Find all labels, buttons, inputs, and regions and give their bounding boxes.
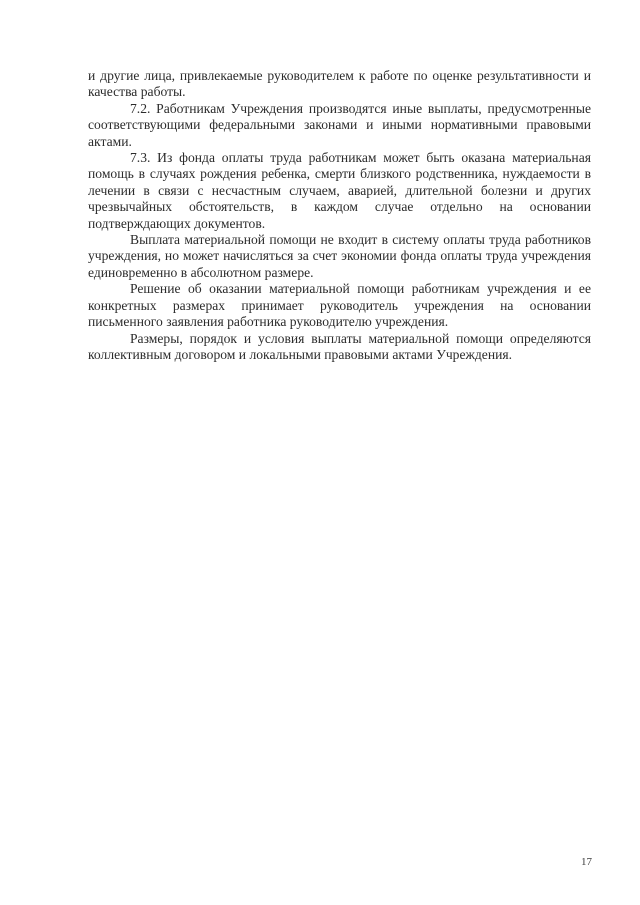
- page-number: 17: [581, 856, 592, 868]
- paragraph-7-3: 7.3. Из фонда оплаты труда работникам может быть оказана материальная помощь в случаях рождения ребенка, смерти близкого родственника, нуждаемости в лечении в связи с несчастным случаем, аварией, длительной болезни и других чрезвычайных обстоятельств, в каждом случае отдельно на основании подтверждающих документов.: [88, 150, 591, 231]
- paragraph-7-2: 7.2. Работникам Учреждения производятся иные выплаты, предусмотренные соответствующими федеральными законами и иными нормативными правовыми актами.: [88, 100, 591, 149]
- paragraph-material-aid-conditions: Размеры, порядок и условия выплаты материальной помощи определяются коллективным договором и локальными правовыми актами Учреждения.: [88, 330, 591, 362]
- paragraph-material-aid-decision: Решение об оказании материальной помощи работникам учреждения и ее конкретных размерах принимает руководитель учреждения на основании письменного заявления работника руководителю учреждения.: [88, 281, 591, 330]
- paragraph-continuation: и другие лица, привлекаемые руководителем к работе по оценке результативности и качества работы.: [88, 68, 591, 100]
- paragraph-material-aid-payment: Выплата материальной помощи не входит в систему оплаты труда работников учреждения, но может начисляться за счет экономии фонда оплаты труда учреждения единовременно в абсолютном размере.: [88, 232, 591, 280]
- document-body: [88, 68, 591, 363]
